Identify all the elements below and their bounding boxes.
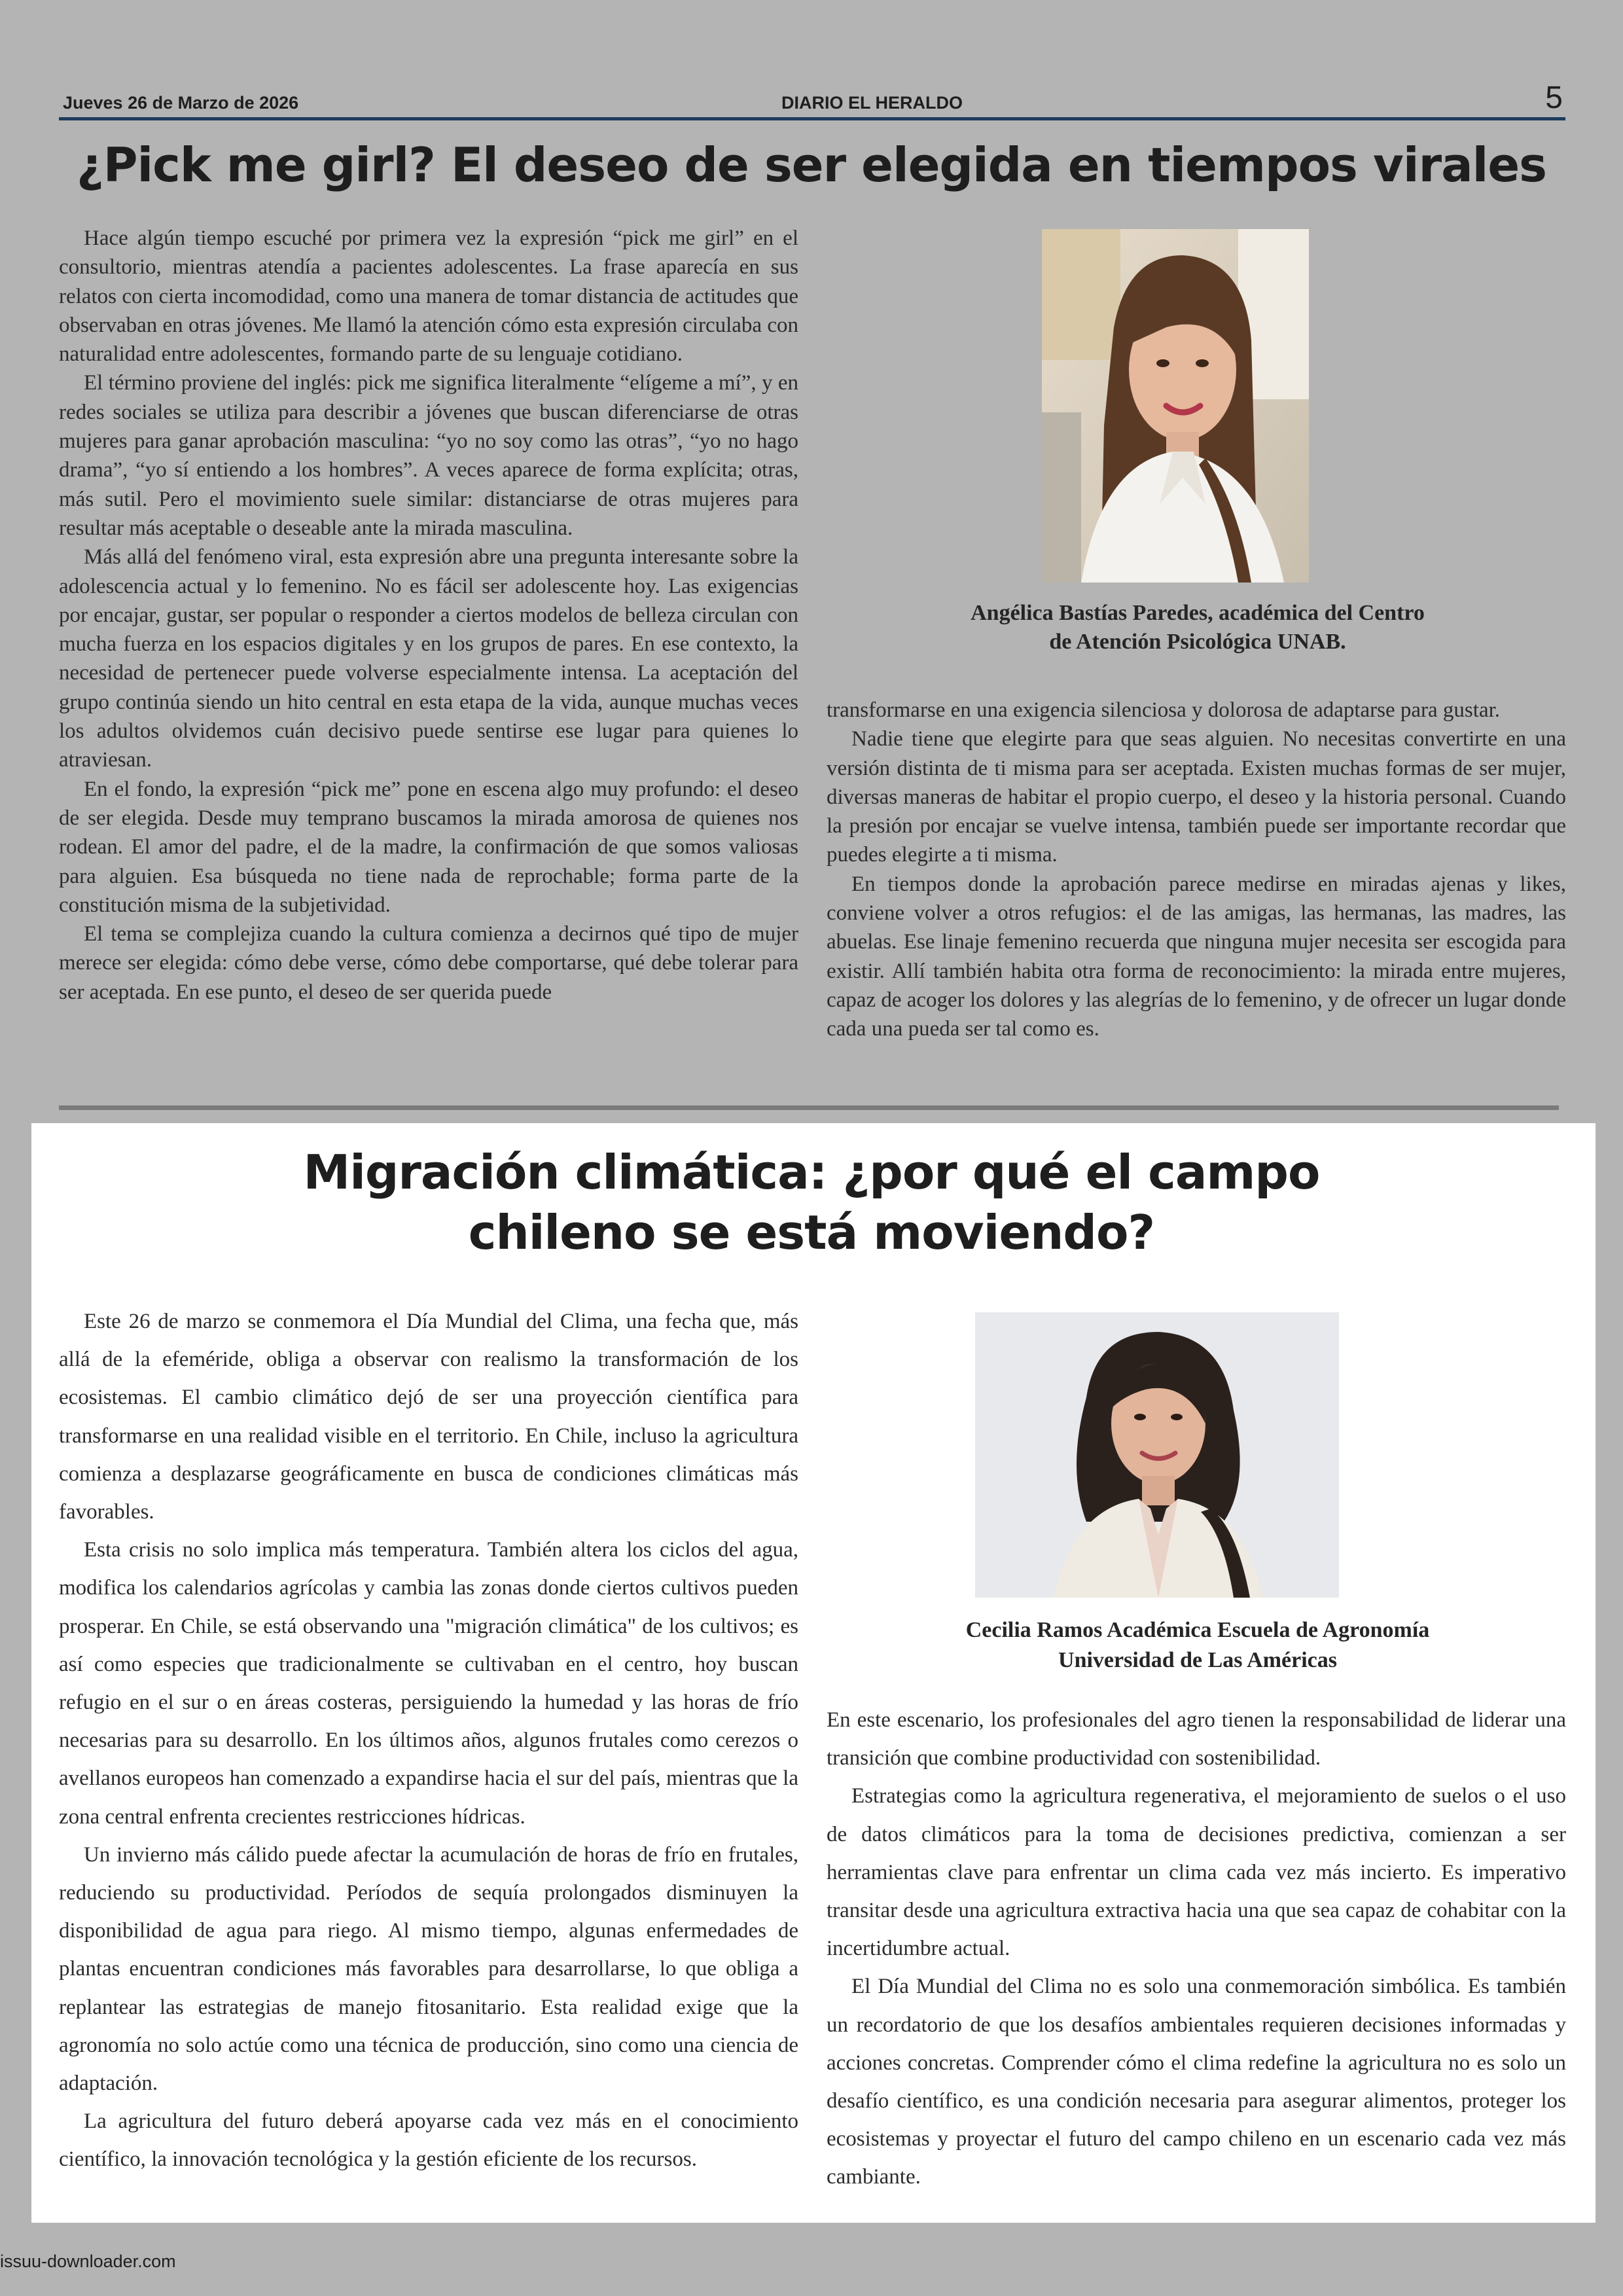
article2-paragraph: Este 26 de marzo se conmemora el Día Mundial del Clima, una fecha que, más allá de la efeméride, obliga a observar con realismo la transformación de los ecosistemas. El cambio climático dejó de ser una proyección científica para transformarse en una realidad visible en el territorio. En Chile, incluso la agricultura comienza a desplazarse geográficamente en busca de condiciones climáticas más favorables. [59, 1310, 798, 1524]
article1-title: ¿Pick me girl? El deseo de ser elegida en tiempos virales [76, 137, 1547, 192]
article1-paragraph: Nadie tiene que elegirte para que seas alguien. No necesitas convertirte en una versión distinta de ti misma para ser aceptada. Existen muchas formas de ser mujer, diversas maneras de habitar el propio cuerpo, el deseo y la historia personal. Cuando la presión por encajar se vuelve intensa, también puede ser importante recordar que puedes elegirte a ti misma. [827, 727, 1566, 867]
issue-date: Jueves 26 de Marzo de 2026 [63, 93, 299, 113]
article1-paragraph: Hace algún tiempo escuché por primera vez la expresión “pick me girl” en el consultorio, mientras atendía a pacientes adolescentes. La frase aparecía en sus relatos con cierta incomodidad, como una manera de tomar distancia de actitudes que observaban en otras jóvenes. Me llamó la atención cómo esta expresión circulaba con naturalidad entre adolescentes, formando parte de su lenguaje cotidiano. [59, 226, 798, 367]
article2-title-line1: Migración climática: ¿por qué el campo [303, 1145, 1320, 1200]
author2-caption-line2: Universidad de Las Américas [1058, 1648, 1337, 1672]
article1-paragraph: transformarse en una exigencia silenciosa y dolorosa de adaptarse para gustar. [827, 698, 1501, 722]
author2-photo [975, 1312, 1339, 1598]
newspaper-name: DIARIO EL HERALDO [781, 93, 963, 113]
article1-paragraph: El tema se complejiza cuando la cultura comienza a decirnos qué tipo de mujer merece ser elegida: cómo debe verse, cómo debe comportarse, qué debe tolerar para ser aceptada. En ese punto, el deseo de ser querida puede [59, 922, 798, 1004]
article1-paragraph: En el fondo, la expresión “pick me” pone en escena algo muy profundo: el deseo de ser elegida. Desde muy temprano buscamos la mirada amorosa de quienes nos rodean. El amor del padre, el de la madre, la confirmación de que somos valiosas para alguien. Esa búsqueda no tiene nada de reprochable; forma parte de la constitución misma de la subjetividad. [59, 777, 798, 917]
article1-paragraph: Más allá del fenómeno viral, esta expresión abre una pregunta interesante sobre la adolescencia actual y lo femenino. No es fácil ser adolescente hoy. Las exigencias por encajar, gustar, ser popular o responder a ciertos modelos de belleza circulan con mucha fuerza en los espacios digitales y en los grupos de pares. En ese contexto, la necesidad de pertenecer puede volverse especialmente intensa. La aceptación del grupo continúa siendo un hito central en esta etapa de la vida, aunque muchas veces los adultos olvidemos cuán decisivo puede sentirse ese lugar para quienes lo atraviesan. [59, 545, 798, 772]
section-divider [59, 1105, 1559, 1110]
author1-caption-line1: Angélica Bastías Paredes, académica del Centro [971, 601, 1425, 625]
author2-caption-line1: Cecilia Ramos Académica Escuela de Agronomía [965, 1618, 1430, 1642]
article2-left-column [59, 1302, 798, 2179]
article2-paragraph: La agricultura del futuro deberá apoyarse cada vez más en el conocimiento científico, la innovación tecnológica y la gestión eficiente de los recursos. [59, 2109, 798, 2172]
article2-title [0, 1142, 1623, 1263]
author1-caption-line2: de Atención Psicológica UNAB. [1049, 630, 1346, 654]
page-header [59, 81, 1565, 120]
article1-paragraph: En tiempos donde la aprobación parece medirse en miradas ajenas y likes, conviene volver a otros refugios: el de las amigas, las hermanas, las madres, las abuelas. Ese linaje femenino recuerda que ninguna mujer necesita ser escogida para existir. Allí también habita otra forma de reconocimiento: la mirada entre mujeres, capaz de acoger los dolores y las alegrías de lo femenino, y de ofrecer un lugar donde cada una pueda ser tal como es. [827, 872, 1566, 1041]
article1-left-column [59, 224, 798, 1007]
article2-right-column [827, 1701, 1566, 2197]
page-number: 5 [1545, 81, 1563, 115]
article2-paragraph: Un invierno más cálido puede afectar la acumulación de horas de frío en frutales, reduciendo su productividad. Períodos de sequía prolongados disminuyen la disponibilidad de agua para riego. Al mismo tiempo, algunas enfermedades de plantas encuentran condiciones más favorables para desarrollarse, lo que obliga a replantear las estrategias de manejo fitosanitario. Esta realidad exige que la agronomía no solo actúe como una técnica de producción, sino como una ciencia de adaptación. [59, 1842, 798, 2096]
article2-paragraph: Estrategias como la agricultura regenerativa, el mejoramiento de suelos o el uso de datos climáticos para la toma de decisiones predictiva, comienzan a ser herramientas clave para enfrentar un clima cada vez más incierto. Es imperativo transitar desde una agricultura extractiva hacia una que sea capaz de cohabitar con la incertidumbre actual. [827, 1784, 1566, 1961]
article2-paragraph: Esta crisis no solo implica más temperatura. También altera los ciclos del agua, modifica los calendarios agrícolas y cambia las zonas donde ciertos cultivos pueden prosperar. En Chile, se está observando una "migración climática" de los cultivos; es así como especies que tradicionalmente se cultivaban en el centro, hoy buscan refugio en el sur o en áreas costeras, persiguiendo la humedad y las horas de frío necesarias para su desarrollo. En los últimos años, algunos frutales como cerezos o avellanos europeos han comenzado a expandirse hacia el sur del país, mientras que la zona central enfrenta crecientes restricciones hídricas. [59, 1538, 798, 1829]
article2-paragraph: En este escenario, los profesionales del agro tienen la responsabilidad de liderar una transición que combine productividad con sostenibilidad. [827, 1708, 1566, 1770]
author1-photo [1042, 229, 1309, 583]
article2-paragraph: El Día Mundial del Clima no es solo una conmemoración simbólica. Es también un recordatorio de que los desafíos ambientales requieren decisiones informadas y acciones concretas. Comprender cómo el clima redefine la agricultura no es solo un desafío científico, es una condición necesaria para asegurar alimentos, proteger los ecosistemas y proyectar el futuro del campo chileno en un escenario cada vez más cambiante. [827, 1975, 1566, 2189]
article1-paragraph: El término proviene del inglés: pick me significa literalmente “elígeme a mí”, y en redes sociales se utiliza para describir a jóvenes que buscan diferenciarse de otras mujeres para ganar aprobación masculina: “yo no soy como las otras”, “yo no hago drama”, “yo sí entiendo a los hombres”. A veces aparece de forma explícita; otras, más sutil. Pero el movimiento suele similar: distanciarse de otras mujeres para resultar más aceptable o deseable ante la mirada masculina. [59, 371, 798, 540]
author2-portrait-image [975, 1312, 1339, 1598]
author2-caption [870, 1615, 1525, 1676]
article1-right-column [827, 696, 1566, 1044]
article2-title-line2: chileno se está moviendo? [468, 1205, 1155, 1260]
author1-caption [870, 599, 1525, 656]
watermark-text: issuu-downloader.com [0, 2251, 176, 2271]
author1-portrait-image [1042, 229, 1309, 583]
